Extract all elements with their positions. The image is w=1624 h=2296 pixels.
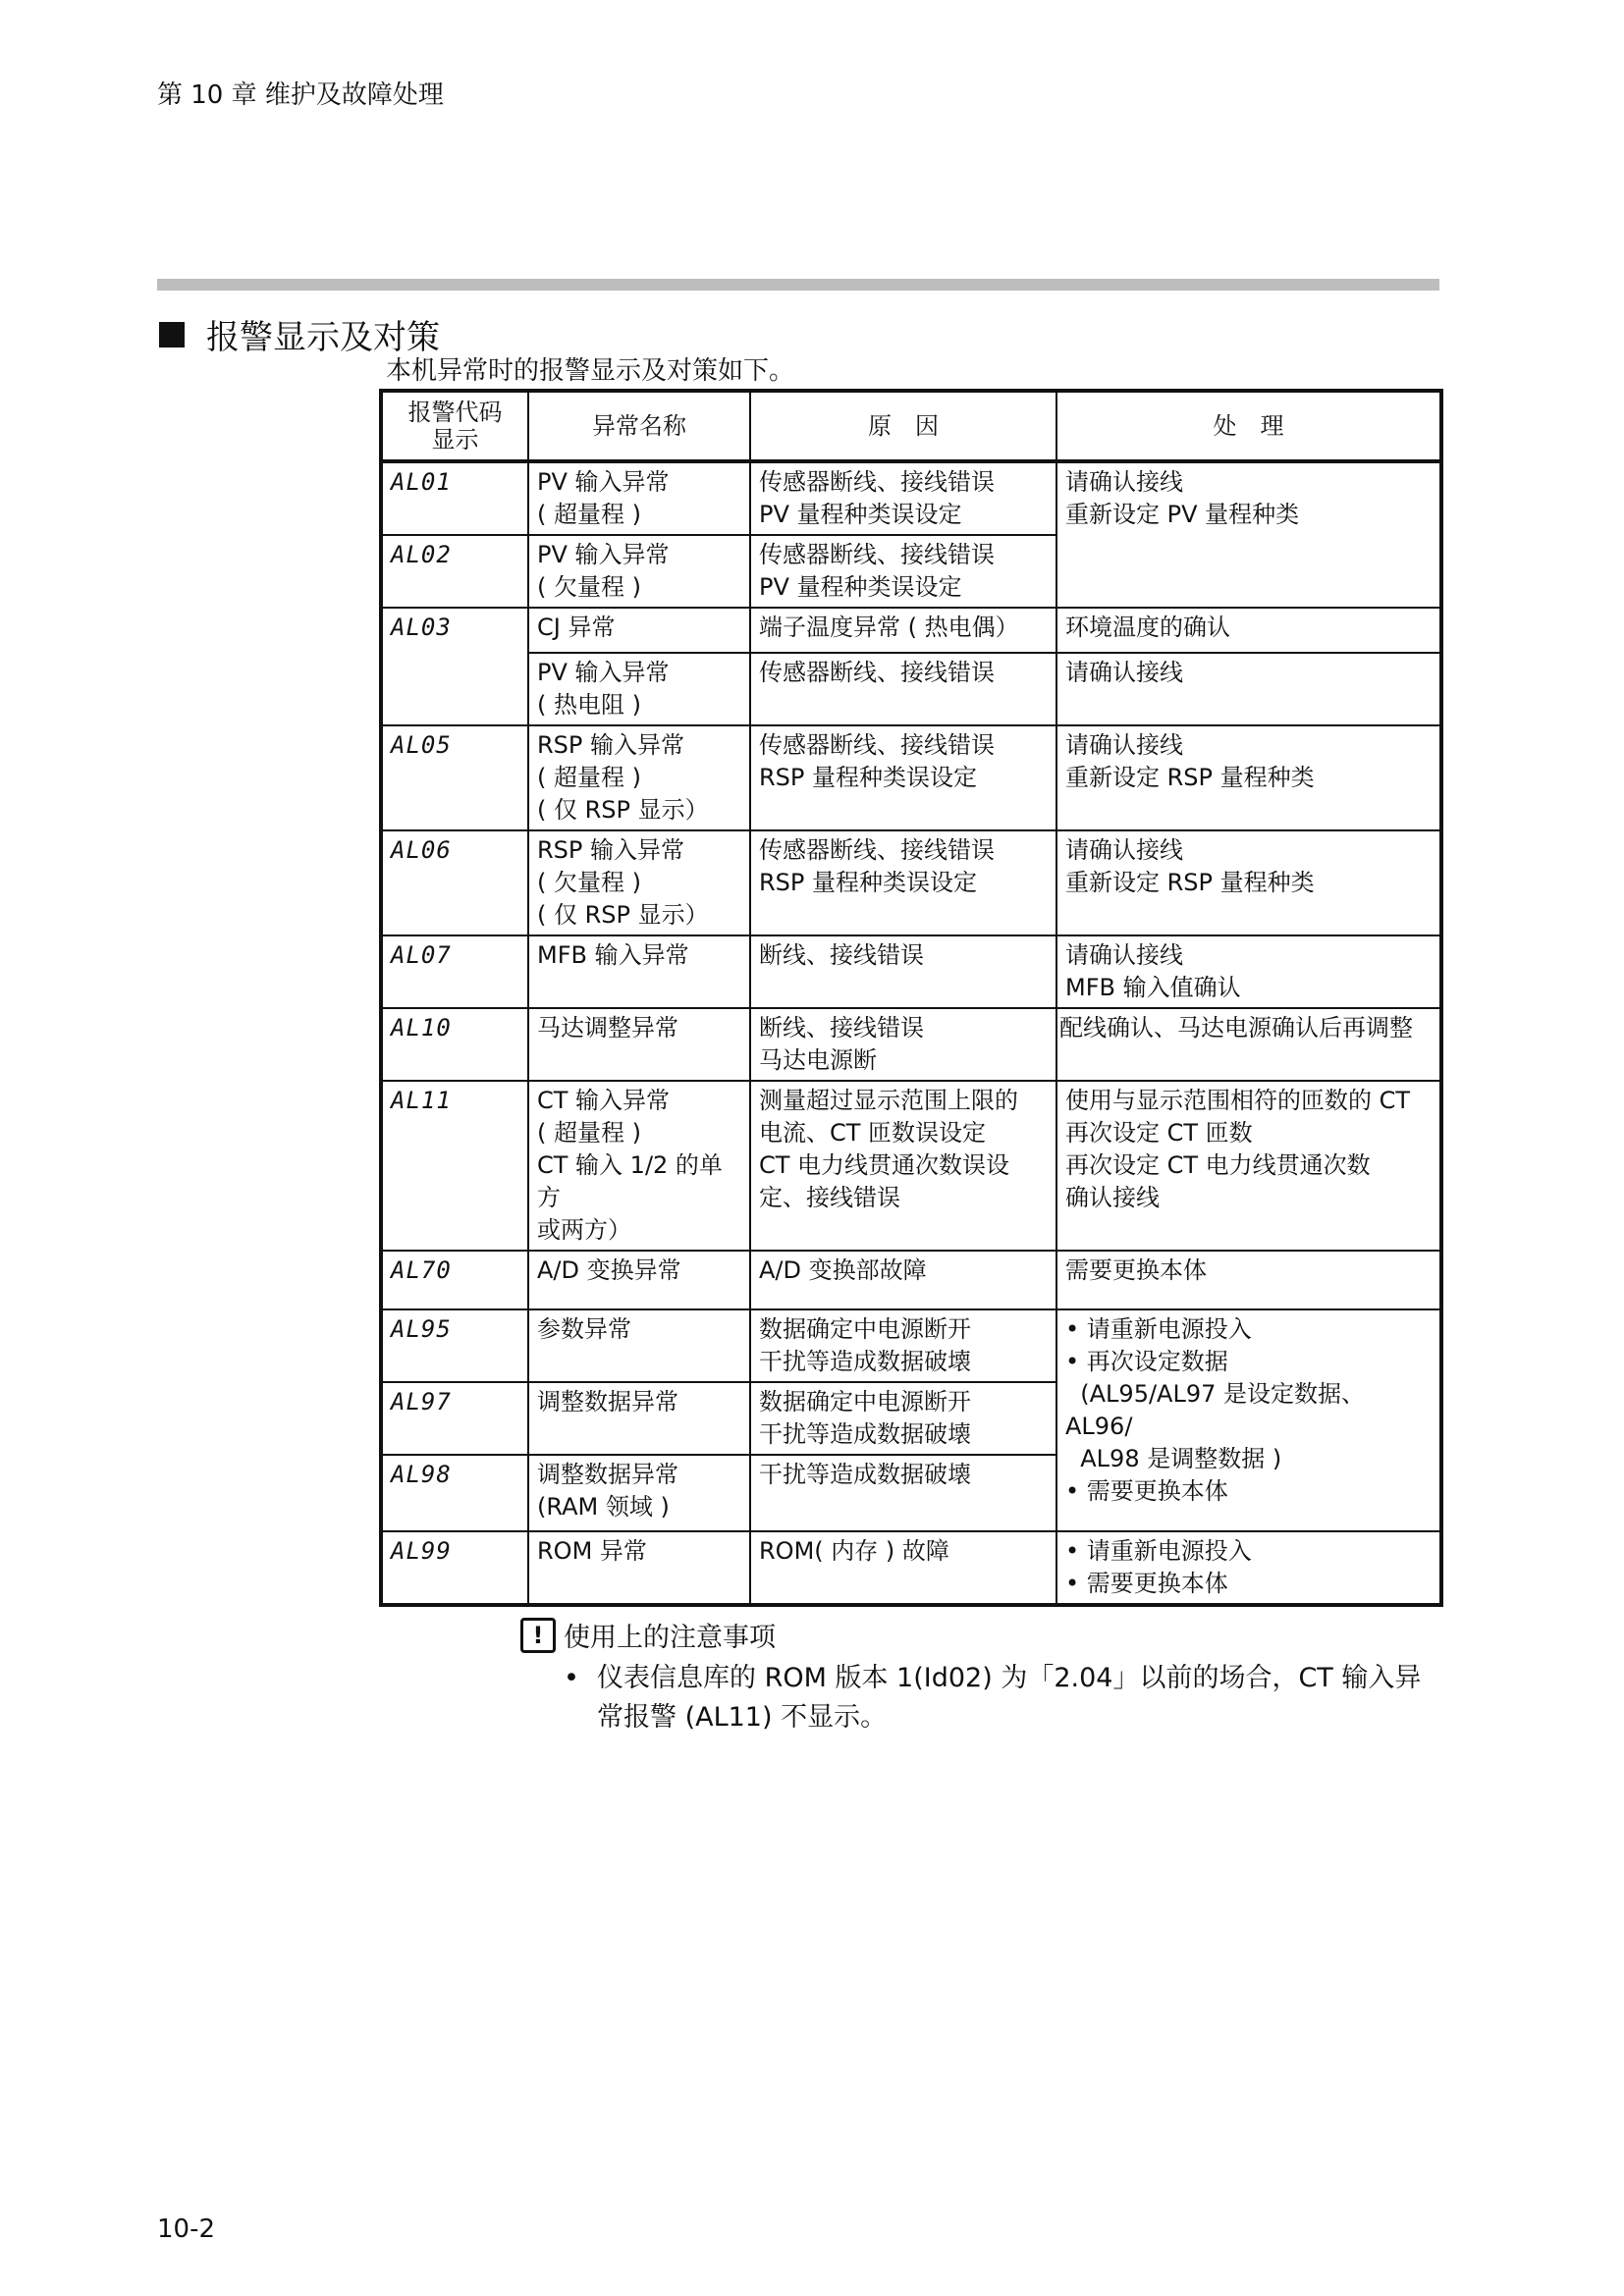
alarm-code: AL11 — [381, 1081, 528, 1251]
alarm-action: 请确认接线 MFB 输入值确认 — [1056, 935, 1441, 1008]
alarm-cause: 传感器断线、接线错误 RSP 量程种类误设定 — [750, 830, 1056, 935]
alarm-cause: 干扰等造成数据破壊 — [750, 1455, 1056, 1531]
chapter-header: 第 10 章 维护及故障处理 — [157, 80, 444, 110]
alarm-cause: 数据确定中电源断开 干扰等造成数据破壊 — [750, 1382, 1056, 1455]
table-row — [381, 461, 1441, 535]
alarm-name: CT 输入异常 ( 超量程 ) CT 输入 1/2 的单方 或两方） — [528, 1081, 750, 1251]
alarm-code: AL98 — [381, 1455, 528, 1531]
alarm-code: AL05 — [381, 725, 528, 830]
table-header-row — [381, 391, 1441, 461]
alarm-name: PV 输入异常 ( 欠量程 ) — [528, 535, 750, 608]
exclamation-icon: ! — [520, 1618, 556, 1653]
alarm-name: 调整数据异常 — [528, 1382, 750, 1455]
alarm-name: CJ 异常 — [528, 608, 750, 653]
table-row — [381, 1081, 1441, 1251]
alarm-action: 配线确认、马达电源确认后再调整 — [1056, 1008, 1441, 1081]
alarm-cause: 端子温度异常 ( 热电偶） — [750, 608, 1056, 653]
alarm-name: 马达调整异常 — [528, 1008, 750, 1081]
table-row — [381, 653, 1441, 725]
alarm-cause: 断线、接线错误 马达电源断 — [750, 1008, 1056, 1081]
intro-text: 本机异常时的报警显示及对策如下。 — [386, 356, 795, 386]
usage-note-body — [564, 1659, 1447, 1737]
note-title-text: 使用上的注意事项 — [564, 1623, 776, 1653]
alarm-code: AL03 — [381, 608, 528, 725]
alarm-cause: ROM( 内存 ) 故障 — [750, 1531, 1056, 1605]
alarm-name: 参数异常 — [528, 1309, 750, 1382]
alarm-cause: 传感器断线、接线错误 PV 量程种类误设定 — [750, 461, 1056, 535]
alarm-cause: 测量超过显示范围上限的 电流、CT 匝数误设定 CT 电力线贯通次数误设 定、接线错误 — [750, 1081, 1056, 1251]
table-row — [381, 1309, 1441, 1382]
header-action: 处 理 — [1056, 391, 1441, 461]
alarm-name: PV 输入异常 ( 超量程 ) — [528, 461, 750, 535]
alarm-code: AL99 — [381, 1531, 528, 1605]
section-rule — [157, 279, 1439, 291]
header-code: 报警代码 显示 — [381, 391, 528, 461]
table-row — [381, 1008, 1441, 1081]
alarm-cause: 断线、接线错误 — [750, 935, 1056, 1008]
alarm-code: AL70 — [381, 1251, 528, 1309]
alarm-name: MFB 输入异常 — [528, 935, 750, 1008]
alarm-table — [379, 389, 1443, 1607]
square-bullet-icon — [159, 322, 185, 347]
page-number: 10-2 — [157, 2215, 216, 2244]
alarm-action: 请确认接线 重新设定 PV 量程种类 — [1056, 461, 1441, 608]
alarm-name: ROM 异常 — [528, 1531, 750, 1605]
alarm-action: 环境温度的确认 — [1056, 608, 1441, 653]
usage-note-title — [520, 1616, 776, 1654]
alarm-name: RSP 输入异常 ( 欠量程 ) ( 仅 RSP 显示） — [528, 830, 750, 935]
alarm-action: 需要更换本体 — [1056, 1251, 1441, 1309]
alarm-action: 使用与显示范围相符的匝数的 CT 再次设定 CT 匝数 再次设定 CT 电力线贯通次数 确认接线 — [1056, 1081, 1441, 1251]
alarm-cause: 传感器断线、接线错误 — [750, 653, 1056, 725]
table-row — [381, 1251, 1441, 1309]
table-row — [381, 830, 1441, 935]
table-row — [381, 725, 1441, 830]
alarm-code: AL10 — [381, 1008, 528, 1081]
note-text: 仪表信息库的 ROM 版本 1(Id02) 为「2.04」以前的场合，CT 输入异常报警 (AL11) 不显示。 — [597, 1663, 1422, 1733]
alarm-code: AL97 — [381, 1382, 528, 1455]
alarm-cause: 传感器断线、接线错误 PV 量程种类误设定 — [750, 535, 1056, 608]
alarm-action: 请确认接线 重新设定 RSP 量程种类 — [1056, 830, 1441, 935]
table-row — [381, 1531, 1441, 1605]
alarm-code: AL06 — [381, 830, 528, 935]
alarm-code: AL02 — [381, 535, 528, 608]
header-name: 异常名称 — [528, 391, 750, 461]
table-row — [381, 608, 1441, 653]
table-row — [381, 935, 1441, 1008]
alarm-cause: 数据确定中电源断开 干扰等造成数据破壊 — [750, 1309, 1056, 1382]
alarm-code: AL01 — [381, 461, 528, 535]
alarm-action: 请确认接线 重新设定 RSP 量程种类 — [1056, 725, 1441, 830]
alarm-action: 请确认接线 — [1056, 653, 1441, 725]
alarm-cause: 传感器断线、接线错误 RSP 量程种类误设定 — [750, 725, 1056, 830]
section-title-text: 报警显示及对策 — [206, 318, 440, 357]
alarm-cause: A/D 变换部故障 — [750, 1251, 1056, 1309]
alarm-name: A/D 变换异常 — [528, 1251, 750, 1309]
alarm-code: AL07 — [381, 935, 528, 1008]
alarm-name: 调整数据异常 (RAM 领域 ) — [528, 1455, 750, 1531]
note-bullet: • — [564, 1663, 579, 1693]
header-cause: 原 因 — [750, 391, 1056, 461]
alarm-action: • 请重新电源投入 • 再次设定数据 (AL95/AL97 是设定数据、AL96/ AL98 是调整数据 ) • 需要更换本体 — [1056, 1309, 1441, 1531]
alarm-code: AL95 — [381, 1309, 528, 1382]
alarm-name: RSP 输入异常 ( 超量程 ) ( 仅 RSP 显示） — [528, 725, 750, 830]
alarm-name: PV 输入异常 ( 热电阻 ) — [528, 653, 750, 725]
alarm-action: • 请重新电源投入 • 需要更换本体 — [1056, 1531, 1441, 1605]
